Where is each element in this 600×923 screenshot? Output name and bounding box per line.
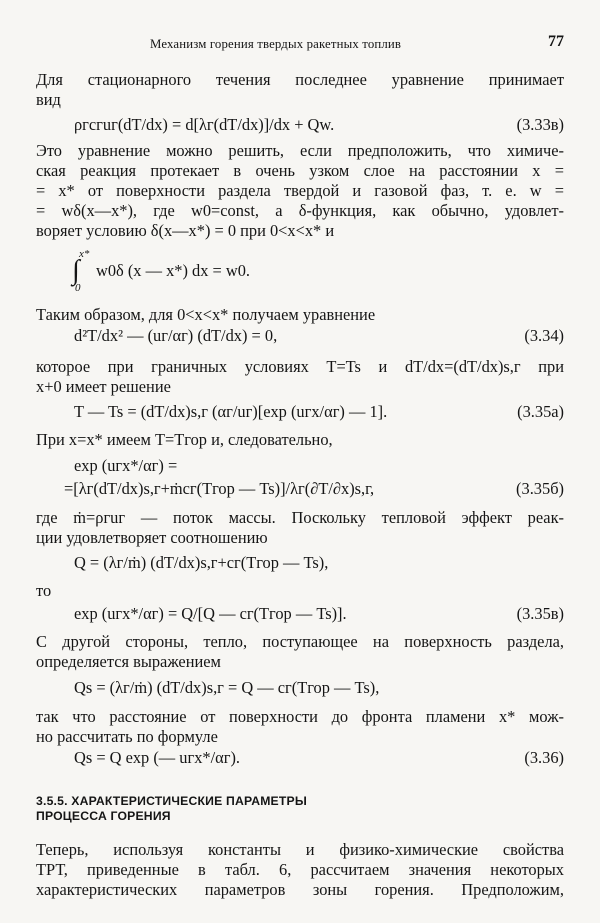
text-line: При x=x* имеем T=Tгор и, следовательно,: [36, 430, 333, 449]
text-line: характеристических параметров зоны горения. Предположим,: [36, 880, 564, 899]
equation-3-35b-line2: =[λг(dT/dx)s,г+ṁcг(Tгор — Ts)]/λг(∂T/∂x)s,г,: [64, 479, 375, 498]
text-line: где ṁ=ρгuг — поток массы. Поскольку тепловой эффект реак-: [36, 508, 564, 527]
text-line: которое при граничных условиях T=Ts и dT/dx=(dT/dx)s,г при: [36, 357, 564, 376]
equation-number: (3.35б): [516, 479, 564, 498]
section-heading: ПРОЦЕССА ГОРЕНИЯ: [36, 809, 171, 823]
text-line: Для стационарного течения последнее уравнение принимает: [36, 70, 564, 89]
integral-sign: ∫: [72, 255, 80, 286]
text-line: = wδ(x—x*), где w0=const, а δ-функция, как обычно, удовлет-: [36, 201, 564, 220]
equation-3-35v: exp (uгx*/αг) = Q/[Q — cг(Tгор — Ts)].: [74, 604, 347, 623]
text-line: определяется выражением: [36, 652, 221, 671]
equation-3-34: d²T/dx² — (uг/αг) (dT/dx) = 0,: [74, 326, 278, 345]
text-line: то: [36, 581, 52, 600]
text-line: ская реакция протекает в очень узком слое на расстоянии x =: [36, 161, 564, 180]
text-line: ТРТ, приведенные в табл. 6, рассчитаем значения некоторых: [36, 860, 564, 879]
equation-number: (3.35в): [516, 604, 564, 623]
text-line: но рассчитать по формуле: [36, 727, 218, 746]
equation-q: Q = (λг/ṁ) (dT/dx)s,г+cг(Tгор — Ts),: [74, 553, 329, 572]
equation-3-35b-line1: exp (uгx*/αг) =: [74, 456, 178, 475]
section-heading: 3.5.5. ХАРАКТЕРИСТИЧЕСКИЕ ПАРАМЕТРЫ: [36, 794, 307, 808]
text-line: ции удовлетворяет соотношению: [36, 528, 268, 547]
equation-number: (3.36): [524, 748, 564, 767]
text-line: Теперь, используя константы и физико-химические свойства: [36, 840, 564, 859]
equation-number: (3.34): [524, 326, 564, 345]
text-line: воряет условию δ(x—x*) = 0 при 0<x<x* и: [36, 221, 335, 240]
equation-3-35a: T — Ts = (dT/dx)s,г (αг/uг)[exp (uгx/αг) — 1].: [74, 402, 388, 421]
text-line: = x* от поверхности раздела твердой и газовой фаз, т. е. w =: [36, 181, 564, 200]
text-line: Это уравнение можно решить, если предположить, что химиче-: [36, 141, 564, 160]
equation-3-36: Qs = Q exp (— uгx*/αг).: [74, 748, 241, 767]
text-line: вид: [36, 90, 61, 109]
text-line: С другой стороны, тепло, поступающее на поверхность раздела,: [36, 632, 564, 651]
page-number: 77: [548, 33, 564, 50]
text-line: Таким образом, для 0<x<x* получаем уравнение: [36, 305, 376, 324]
equation-number: (3.35а): [517, 402, 564, 421]
equation-qs: Qs = (λг/ṁ) (dT/dx)s,г = Q — cг(Tгор — Ts),: [74, 678, 380, 697]
integral-equation: w0δ (x — x*) dx = w0.: [96, 261, 250, 280]
equation-3-33v: ρгcгuг(dT/dx) = d[λг(dT/dx)]/dx + Qw.: [74, 115, 335, 134]
integral-lower-limit: 0: [75, 282, 81, 294]
text-line: x+0 имеет решение: [36, 377, 171, 396]
running-header: Механизм горения твердых ракетных топлив: [150, 37, 402, 51]
text-line: так что расстояние от поверхности до фронта пламени x* мож-: [36, 707, 564, 726]
integral-upper-limit: x*: [79, 248, 90, 260]
equation-number: (3.33в): [516, 115, 564, 134]
